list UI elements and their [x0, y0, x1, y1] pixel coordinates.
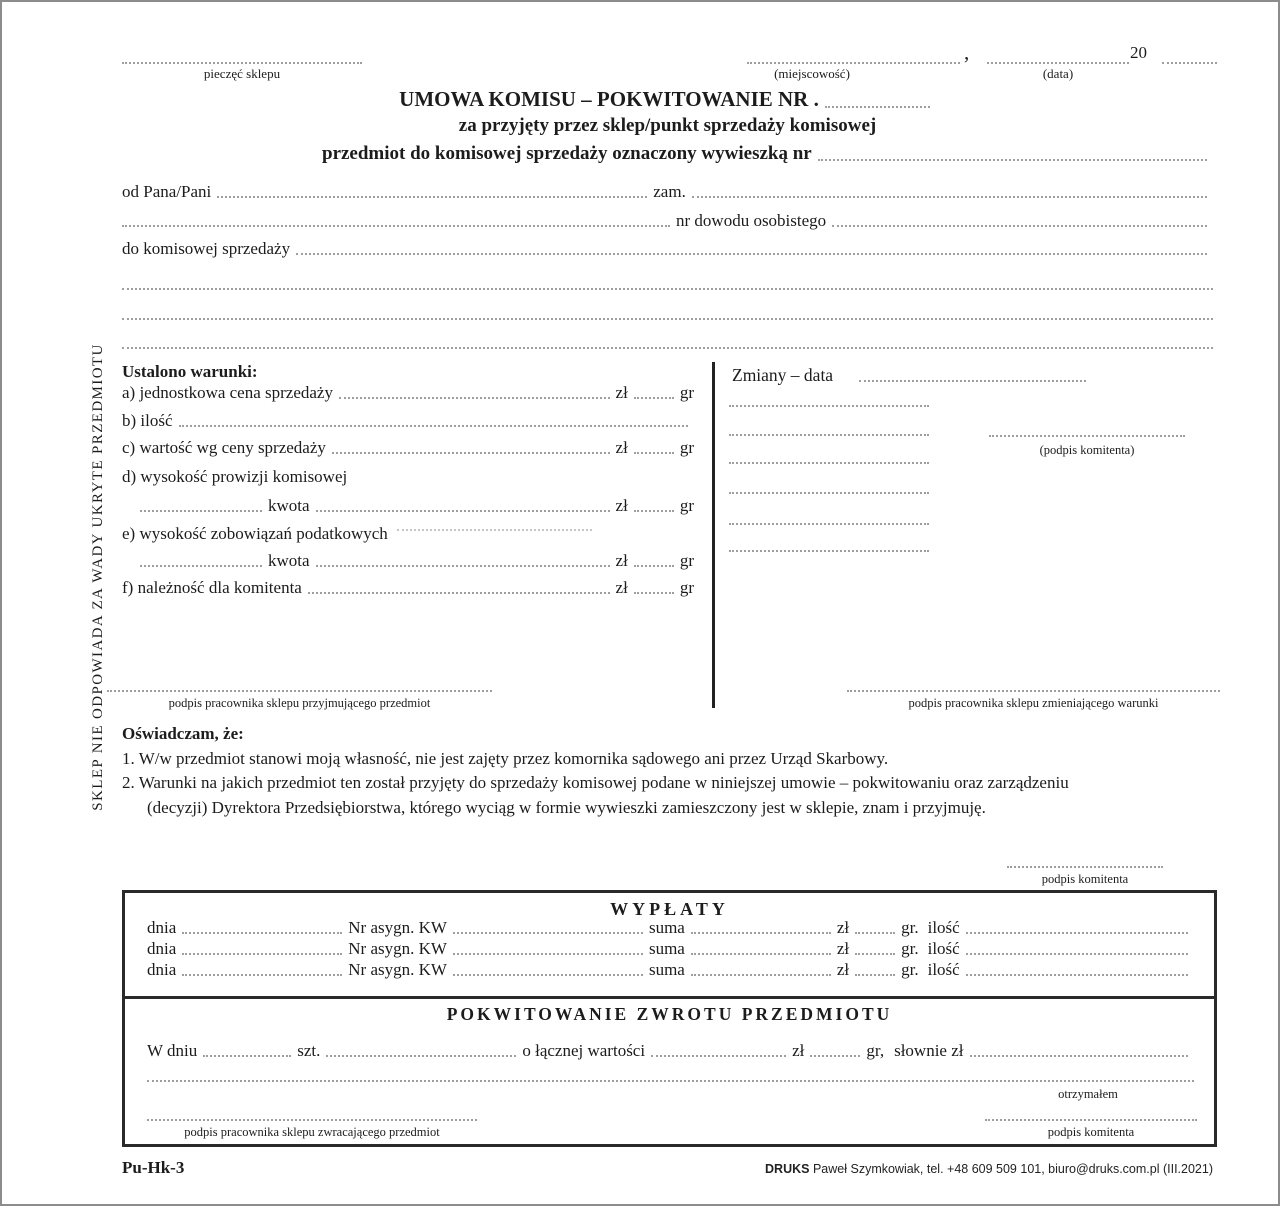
return-gr-label: gr, — [866, 1041, 885, 1060]
zl-label: zł — [615, 438, 628, 457]
condition-row-e — [122, 520, 694, 544]
return-right-signature-label: podpis komitenta — [1047, 1125, 1135, 1139]
percent-fill-line — [140, 510, 262, 512]
payout-day-label: dnia — [147, 939, 177, 958]
return-left-signature-label: podpis pracownika sklepu zwracającego przedmiot — [184, 1125, 440, 1139]
payout-day-fill — [182, 953, 342, 955]
condition-row-c — [122, 434, 694, 458]
changes-heading: Zmiany – data — [732, 365, 834, 385]
payout-ref-fill — [453, 932, 643, 934]
payout-sum-label: suma — [648, 960, 685, 979]
title-number-fill-line — [825, 106, 930, 108]
gr-label: gr — [679, 383, 694, 402]
year-prefix: 20 — [1130, 43, 1147, 62]
payout-zl-label: zł — [836, 960, 850, 979]
zl-label: zł — [615, 383, 628, 402]
changes-fill-line-1 — [729, 405, 929, 407]
condition-b-fill-line — [179, 425, 688, 427]
party-row-3 — [122, 235, 1213, 259]
payouts-title: WYPŁATY — [610, 899, 729, 919]
payout-gr-label: gr. — [901, 939, 919, 958]
declaration-item-1: 1. W/w przedmiot stanowi moją własność, nie jest zajęty przez komornika sądowego ani przez Urząd Skarbowy. — [122, 749, 889, 768]
right-signature-line — [847, 690, 1220, 692]
payout-qty-fill — [966, 932, 1188, 934]
payout-qty-label: ilość — [927, 960, 960, 979]
condition-f-label: f) należność dla komitenta — [122, 578, 302, 597]
condition-row-b — [122, 407, 694, 431]
purpose-label: do komisowej sprzedaży — [122, 239, 291, 258]
condition-row-e-amount — [122, 547, 694, 571]
changes-fill-line-3 — [729, 462, 929, 464]
left-signature-line — [107, 690, 492, 692]
payout-ref-label: Nr asygn. KW — [348, 918, 447, 937]
payout-gr-fill — [855, 953, 895, 955]
payout-row-2 — [147, 939, 1194, 959]
return-receipt-row — [147, 1039, 1194, 1061]
header-comma: , — [964, 40, 970, 64]
condition-d-label: d) wysokość prowizji komisowej — [122, 467, 348, 486]
payout-day-label: dnia — [147, 960, 177, 979]
condition-row-d — [122, 463, 694, 487]
payout-day-fill — [182, 974, 342, 976]
description-fill-line-3 — [122, 347, 1213, 349]
publisher-info — [765, 1162, 1213, 1176]
id-label: nr dowodu osobistego — [676, 211, 827, 230]
payout-ref-fill — [453, 974, 643, 976]
declaration-heading: Oświadczam, że: — [122, 724, 244, 743]
payout-qty-label: ilość — [927, 939, 960, 958]
changes-signature-line — [989, 435, 1185, 437]
payout-zl-label: zł — [836, 918, 850, 937]
form-code: Pu-Hk-3 — [122, 1158, 185, 1177]
condition-row-a — [122, 379, 694, 403]
form-subtitle-1: za przyjęty przez sklep/punkt sprzedaży komisowej — [458, 115, 877, 136]
return-qty-label: szt. — [297, 1041, 321, 1060]
payout-row-1 — [147, 918, 1194, 938]
place-fill-line — [747, 62, 960, 64]
publisher-details: Paweł Szymkowiak, tel. +48 609 509 101, biuro@druks.com.pl (III.2021) — [809, 1162, 1213, 1176]
date-fill-line — [987, 62, 1129, 64]
party-row-1 — [122, 178, 1213, 202]
payout-qty-fill — [966, 974, 1188, 976]
form-title — [122, 87, 1213, 112]
id-fill-line — [832, 225, 1207, 227]
gr-label: gr — [679, 551, 694, 570]
condition-e-gr-fill-line — [634, 565, 674, 567]
zl-label: zł — [615, 578, 628, 597]
from-fill-line — [217, 196, 647, 198]
received-label: otrzymałem — [1058, 1087, 1118, 1101]
condition-c-fill-line — [332, 452, 610, 454]
stamp-fill-line — [122, 62, 362, 64]
payout-gr-fill — [855, 932, 895, 934]
return-date-fill — [203, 1055, 291, 1057]
box-section-divider — [125, 996, 1214, 999]
condition-f-gr-fill-line — [634, 592, 674, 594]
payout-sum-label: suma — [648, 939, 685, 958]
return-receipt-title: POKWITOWANIE ZWROTU PRZEDMIOTU — [446, 1004, 893, 1024]
payout-qty-label: ilość — [927, 918, 960, 937]
zl-label: zł — [615, 496, 628, 515]
kwota-label: kwota — [268, 496, 310, 515]
side-note-vertical-text: SKLEP NIE ODPOWIADA ZA WADY UKRYTE PRZEDMIOTU — [90, 343, 106, 811]
date-label: (data) — [1042, 66, 1074, 81]
payout-ref-label: Nr asygn. KW — [348, 939, 447, 958]
condition-b-label: b) ilość — [122, 411, 173, 430]
conditions-heading: Ustalono warunki: — [122, 362, 258, 381]
changes-signature-label: (podpis komitenta) — [1039, 443, 1135, 457]
left-signature-label: podpis pracownika sklepu przyjmującego przedmiot — [168, 696, 431, 710]
changes-fill-line-4 — [729, 492, 929, 494]
return-date-label: W dniu — [147, 1041, 198, 1060]
kwota-label: kwota — [268, 551, 310, 570]
payouts-return-box — [122, 890, 1217, 1147]
form-subtitle-2-text: przedmiot do komisowej sprzedaży oznaczony wywieszką nr — [322, 143, 812, 164]
changes-fill-line-2 — [729, 434, 929, 436]
condition-c-label: c) wartość wg ceny sprzedaży — [122, 438, 326, 457]
right-signature-label: podpis pracownika sklepu zmieniającego warunki — [908, 696, 1159, 710]
condition-a-gr-fill-line — [634, 397, 674, 399]
publisher-name: DRUKS — [765, 1162, 810, 1176]
changes-fill-line-5 — [729, 523, 929, 525]
condition-row-d-amount — [122, 492, 694, 516]
payout-gr-fill — [855, 974, 895, 976]
return-zl-label: zł — [792, 1041, 805, 1060]
description-fill-line-2 — [122, 318, 1213, 320]
percent-fill-line — [140, 565, 262, 567]
payout-gr-label: gr. — [901, 960, 919, 979]
residence-fill-line — [692, 196, 1207, 198]
from-label: od Pana/Pani — [122, 182, 212, 201]
return-right-signature-line — [985, 1119, 1197, 1121]
condition-d-fill-line — [316, 510, 610, 512]
residence-label: zam. — [653, 182, 686, 201]
payout-day-fill — [182, 932, 342, 934]
description-fill-line-1 — [122, 288, 1213, 290]
return-words-fill-line-2 — [147, 1080, 1194, 1082]
declaration-signature-line — [1007, 866, 1163, 868]
payout-zl-label: zł — [836, 939, 850, 958]
condition-d-gr-fill-line — [634, 510, 674, 512]
return-gr-fill — [810, 1055, 860, 1057]
purpose-fill-line — [296, 253, 1207, 255]
condition-c-gr-fill-line — [634, 452, 674, 454]
gr-label: gr — [679, 438, 694, 457]
column-divider — [712, 362, 715, 708]
changes-fill-line-0 — [859, 380, 1086, 382]
party-row-2 — [122, 207, 1213, 231]
return-value-fill — [651, 1055, 786, 1057]
condition-a-label: a) jednostkowa cena sprzedaży — [122, 383, 333, 402]
return-words-fill — [970, 1055, 1189, 1057]
declaration-item-2-line-1: 2. Warunki na jakich przedmiot ten został przyjęty do sprzedaży komisowej podane w niniejszej umowie – pokwitowaniu oraz zarządzeniu — [122, 773, 1069, 792]
return-value-label: o łącznej wartości — [522, 1041, 646, 1060]
form-title-text: UMOWA KOMISU – POKWITOWANIE NR . — [399, 87, 819, 111]
payout-qty-fill — [966, 953, 1188, 955]
payout-sum-fill — [691, 974, 831, 976]
condition-row-f — [122, 574, 694, 598]
form-subtitle-2 — [322, 143, 1213, 165]
return-qty-fill — [326, 1055, 516, 1057]
changes-fill-line-6 — [729, 550, 929, 552]
year-fill-line — [1162, 62, 1217, 64]
declaration-signature-label: podpis komitenta — [1041, 872, 1129, 886]
condition-e-label: e) wysokość zobowiązań podatkowych — [122, 524, 388, 543]
condition-f-fill-line — [308, 592, 610, 594]
payout-ref-fill — [453, 953, 643, 955]
stamp-label: pieczęć sklepu — [203, 66, 281, 81]
name-continuation-fill-line — [122, 225, 670, 227]
changes-heading-row — [732, 362, 1092, 386]
return-words-label: słownie zł — [894, 1041, 964, 1060]
payout-ref-label: Nr asygn. KW — [348, 960, 447, 979]
zl-label: zł — [615, 551, 628, 570]
gr-label: gr — [679, 496, 694, 515]
place-label: (miejscowość) — [774, 66, 850, 81]
tag-number-fill-line — [818, 159, 1207, 161]
payout-row-3 — [147, 960, 1194, 980]
payout-sum-fill — [691, 932, 831, 934]
payout-gr-label: gr. — [901, 918, 919, 937]
return-left-signature-line — [147, 1119, 477, 1121]
gr-label: gr — [679, 578, 694, 597]
payout-day-label: dnia — [147, 918, 177, 937]
payout-sum-label: suma — [648, 918, 685, 937]
condition-e-fill-line — [316, 565, 610, 567]
payout-sum-fill — [691, 953, 831, 955]
declaration-item-2-line-2: (decyzji) Dyrektora Przedsiębiorstwa, którego wyciąg w formie wywieszki zamieszczony jest w sklepie, znam i przyjmuję. — [147, 798, 986, 817]
condition-a-fill-line — [339, 397, 610, 399]
